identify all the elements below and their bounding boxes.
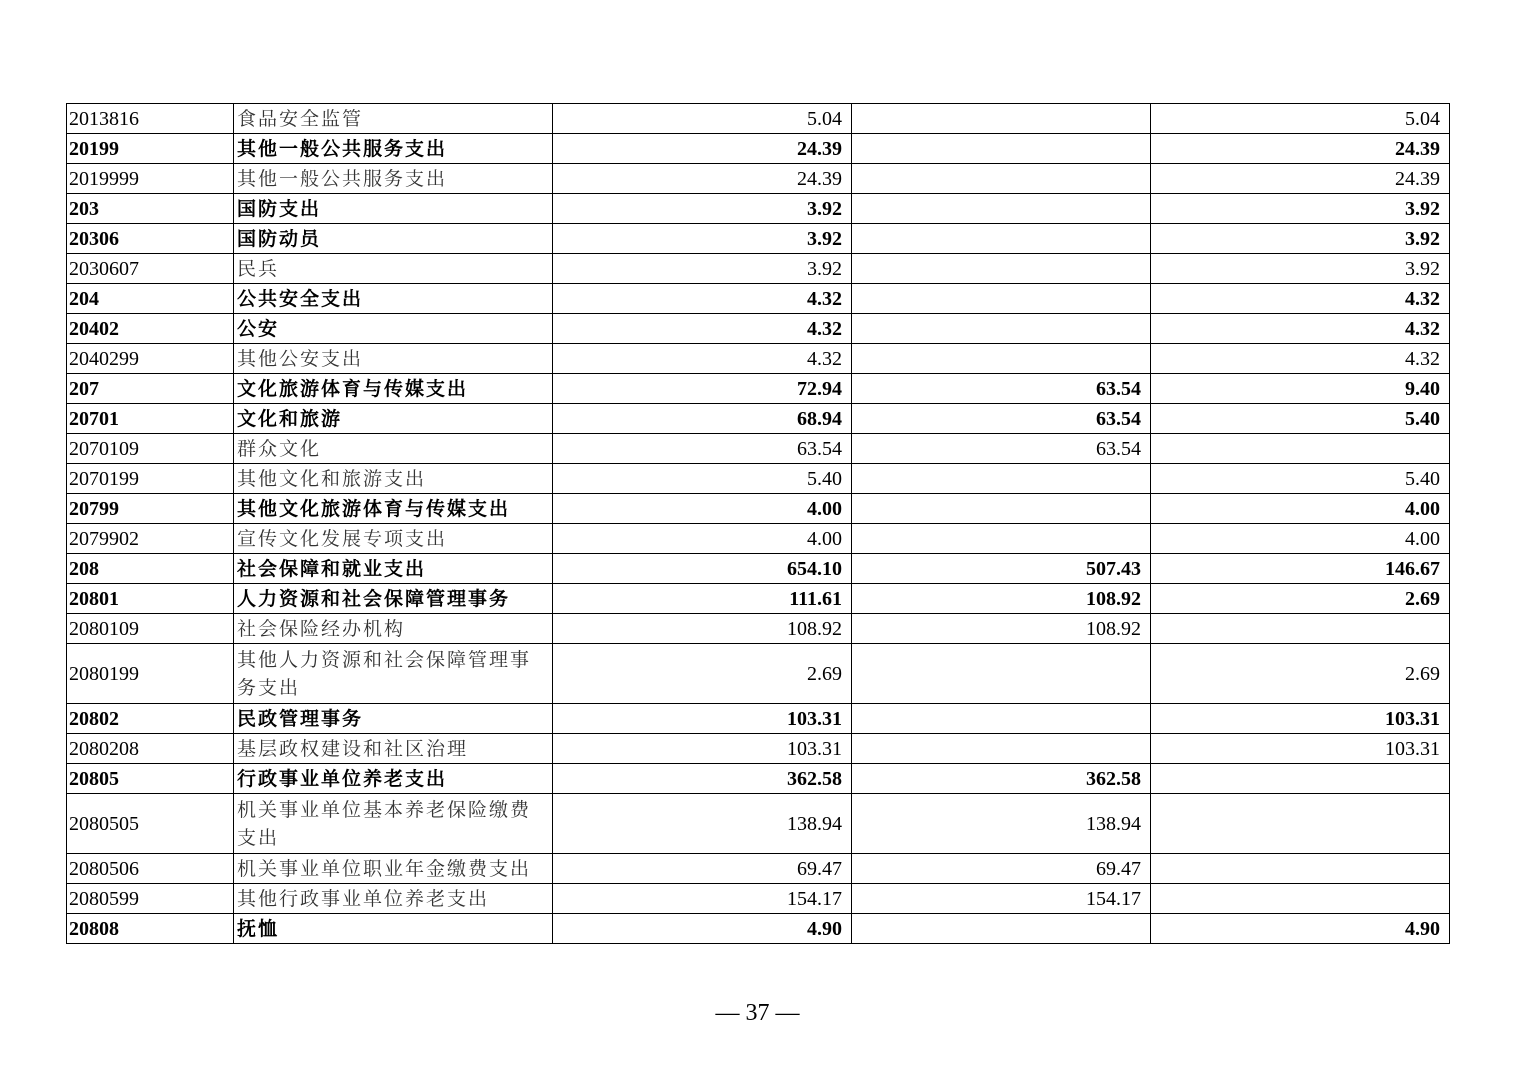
row-total-cell: 103.31: [553, 704, 852, 734]
row-project-cell: 103.31: [1151, 734, 1450, 764]
table-row: [67, 644, 1450, 704]
row-total-cell: 2.69: [553, 644, 852, 704]
row-basic-cell: 108.92: [852, 614, 1151, 644]
table-row: [67, 614, 1450, 644]
table-row: [67, 524, 1450, 554]
row-name-cell: 文化旅游体育与传媒支出: [234, 374, 553, 404]
row-name-cell: 民兵: [234, 254, 553, 284]
row-name-cell: 食品安全监管: [234, 104, 553, 134]
row-name-cell: 基层政权建设和社区治理: [234, 734, 553, 764]
table-row: [67, 884, 1450, 914]
row-code-cell: 20802: [67, 704, 234, 734]
row-project-cell: 24.39: [1151, 164, 1450, 194]
row-project-cell: [1151, 794, 1450, 854]
row-total-cell: 3.92: [553, 254, 852, 284]
row-project-cell: [1151, 764, 1450, 794]
row-code-cell: 2040299: [67, 344, 234, 374]
row-project-cell: 3.92: [1151, 224, 1450, 254]
row-project-cell: 24.39: [1151, 134, 1450, 164]
row-code-cell: 2079902: [67, 524, 234, 554]
row-name-cell: 宣传文化发展专项支出: [234, 524, 553, 554]
row-code-cell: 2080506: [67, 854, 234, 884]
row-basic-cell: [852, 494, 1151, 524]
row-basic-cell: 63.54: [852, 434, 1151, 464]
row-code-cell: 20306: [67, 224, 234, 254]
row-total-cell: 4.32: [553, 314, 852, 344]
page-number: — 37 —: [715, 1000, 800, 1026]
row-project-cell: [1151, 854, 1450, 884]
row-name-cell: 其他一般公共服务支出: [234, 134, 553, 164]
table-row: [67, 794, 1450, 854]
row-basic-cell: [852, 104, 1151, 134]
row-code-cell: 207: [67, 374, 234, 404]
row-total-cell: 103.31: [553, 734, 852, 764]
row-total-cell: 63.54: [553, 434, 852, 464]
row-name-cell: 抚恤: [234, 914, 553, 944]
row-project-cell: 4.32: [1151, 284, 1450, 314]
table-body: [67, 104, 1450, 944]
row-name-cell: 机关事业单位职业年金缴费支出: [234, 854, 553, 884]
row-project-cell: 5.04: [1151, 104, 1450, 134]
table-row: [67, 734, 1450, 764]
row-name-cell: 公安: [234, 314, 553, 344]
row-basic-cell: [852, 734, 1151, 764]
row-project-cell: [1151, 434, 1450, 464]
row-code-cell: 2070109: [67, 434, 234, 464]
row-basic-cell: [852, 524, 1151, 554]
row-total-cell: 5.04: [553, 104, 852, 134]
row-name-cell: 其他人力资源和社会保障管理事务支出: [234, 644, 553, 704]
row-project-cell: 3.92: [1151, 254, 1450, 284]
row-basic-cell: [852, 914, 1151, 944]
row-project-cell: 4.00: [1151, 494, 1450, 524]
row-project-cell: 4.32: [1151, 344, 1450, 374]
row-total-cell: 4.00: [553, 494, 852, 524]
row-basic-cell: [852, 224, 1151, 254]
table-row: [67, 194, 1450, 224]
row-code-cell: 20199: [67, 134, 234, 164]
row-total-cell: 5.40: [553, 464, 852, 494]
table-row: [67, 134, 1450, 164]
row-basic-cell: 154.17: [852, 884, 1151, 914]
row-project-cell: [1151, 884, 1450, 914]
row-code-cell: 2013816: [67, 104, 234, 134]
row-project-cell: 5.40: [1151, 404, 1450, 434]
row-name-cell: 其他行政事业单位养老支出: [234, 884, 553, 914]
table-row: [67, 854, 1450, 884]
row-basic-cell: [852, 644, 1151, 704]
row-total-cell: 3.92: [553, 224, 852, 254]
row-project-cell: 146.67: [1151, 554, 1450, 584]
row-code-cell: 208: [67, 554, 234, 584]
row-basic-cell: 362.58: [852, 764, 1151, 794]
row-total-cell: 111.61: [553, 584, 852, 614]
row-total-cell: 68.94: [553, 404, 852, 434]
row-name-cell: 其他文化和旅游支出: [234, 464, 553, 494]
table-row: [67, 344, 1450, 374]
row-basic-cell: 138.94: [852, 794, 1151, 854]
row-total-cell: 4.90: [553, 914, 852, 944]
row-basic-cell: [852, 254, 1151, 284]
table-row: [67, 164, 1450, 194]
row-basic-cell: [852, 464, 1151, 494]
row-total-cell: 4.32: [553, 344, 852, 374]
row-project-cell: 2.69: [1151, 644, 1450, 704]
row-code-cell: 203: [67, 194, 234, 224]
row-code-cell: 20701: [67, 404, 234, 434]
row-name-cell: 公共安全支出: [234, 284, 553, 314]
row-code-cell: 2080199: [67, 644, 234, 704]
table-row: [67, 464, 1450, 494]
row-total-cell: 3.92: [553, 194, 852, 224]
budget-expenditure-table: [66, 103, 1450, 944]
row-name-cell: 国防支出: [234, 194, 553, 224]
row-code-cell: 20402: [67, 314, 234, 344]
row-code-cell: 20799: [67, 494, 234, 524]
row-basic-cell: 69.47: [852, 854, 1151, 884]
row-total-cell: 4.00: [553, 524, 852, 554]
row-basic-cell: 63.54: [852, 374, 1151, 404]
table-row: [67, 584, 1450, 614]
row-code-cell: 2080109: [67, 614, 234, 644]
table-row: [67, 224, 1450, 254]
table-row: [67, 374, 1450, 404]
row-project-cell: 4.00: [1151, 524, 1450, 554]
row-total-cell: 654.10: [553, 554, 852, 584]
row-code-cell: 2030607: [67, 254, 234, 284]
table-row: [67, 554, 1450, 584]
row-total-cell: 138.94: [553, 794, 852, 854]
row-basic-cell: [852, 314, 1151, 344]
row-code-cell: 2019999: [67, 164, 234, 194]
row-name-cell: 行政事业单位养老支出: [234, 764, 553, 794]
table-row: [67, 704, 1450, 734]
row-code-cell: 2080505: [67, 794, 234, 854]
row-name-cell: 国防动员: [234, 224, 553, 254]
row-project-cell: 3.92: [1151, 194, 1450, 224]
row-total-cell: 4.32: [553, 284, 852, 314]
table-row: [67, 404, 1450, 434]
table-row: [67, 314, 1450, 344]
table-row: [67, 284, 1450, 314]
row-total-cell: 362.58: [553, 764, 852, 794]
row-name-cell: 文化和旅游: [234, 404, 553, 434]
table-row: [67, 434, 1450, 464]
row-basic-cell: [852, 344, 1151, 374]
row-total-cell: 154.17: [553, 884, 852, 914]
row-basic-cell: [852, 164, 1151, 194]
table-row: [67, 254, 1450, 284]
row-total-cell: 108.92: [553, 614, 852, 644]
row-code-cell: 20805: [67, 764, 234, 794]
row-total-cell: 24.39: [553, 164, 852, 194]
row-code-cell: 2070199: [67, 464, 234, 494]
row-code-cell: 2080599: [67, 884, 234, 914]
row-basic-cell: [852, 194, 1151, 224]
row-name-cell: 其他公安支出: [234, 344, 553, 374]
row-total-cell: 72.94: [553, 374, 852, 404]
row-name-cell: 人力资源和社会保障管理事务: [234, 584, 553, 614]
row-name-cell: 其他一般公共服务支出: [234, 164, 553, 194]
row-code-cell: 2080208: [67, 734, 234, 764]
row-total-cell: 69.47: [553, 854, 852, 884]
row-name-cell: 其他文化旅游体育与传媒支出: [234, 494, 553, 524]
row-name-cell: 群众文化: [234, 434, 553, 464]
row-code-cell: 204: [67, 284, 234, 314]
row-code-cell: 20808: [67, 914, 234, 944]
row-basic-cell: 507.43: [852, 554, 1151, 584]
row-basic-cell: [852, 134, 1151, 164]
row-name-cell: 机关事业单位基本养老保险缴费支出: [234, 794, 553, 854]
table-row: [67, 914, 1450, 944]
row-project-cell: 103.31: [1151, 704, 1450, 734]
table-row: [67, 104, 1450, 134]
row-basic-cell: [852, 704, 1151, 734]
row-project-cell: [1151, 614, 1450, 644]
row-basic-cell: 108.92: [852, 584, 1151, 614]
row-project-cell: 9.40: [1151, 374, 1450, 404]
row-name-cell: 社会保险经办机构: [234, 614, 553, 644]
table-row: [67, 494, 1450, 524]
row-project-cell: 5.40: [1151, 464, 1450, 494]
row-name-cell: 社会保障和就业支出: [234, 554, 553, 584]
row-project-cell: 2.69: [1151, 584, 1450, 614]
row-code-cell: 20801: [67, 584, 234, 614]
table-row: [67, 764, 1450, 794]
row-basic-cell: 63.54: [852, 404, 1151, 434]
row-total-cell: 24.39: [553, 134, 852, 164]
row-name-cell: 民政管理事务: [234, 704, 553, 734]
row-project-cell: 4.90: [1151, 914, 1450, 944]
row-basic-cell: [852, 284, 1151, 314]
row-project-cell: 4.32: [1151, 314, 1450, 344]
